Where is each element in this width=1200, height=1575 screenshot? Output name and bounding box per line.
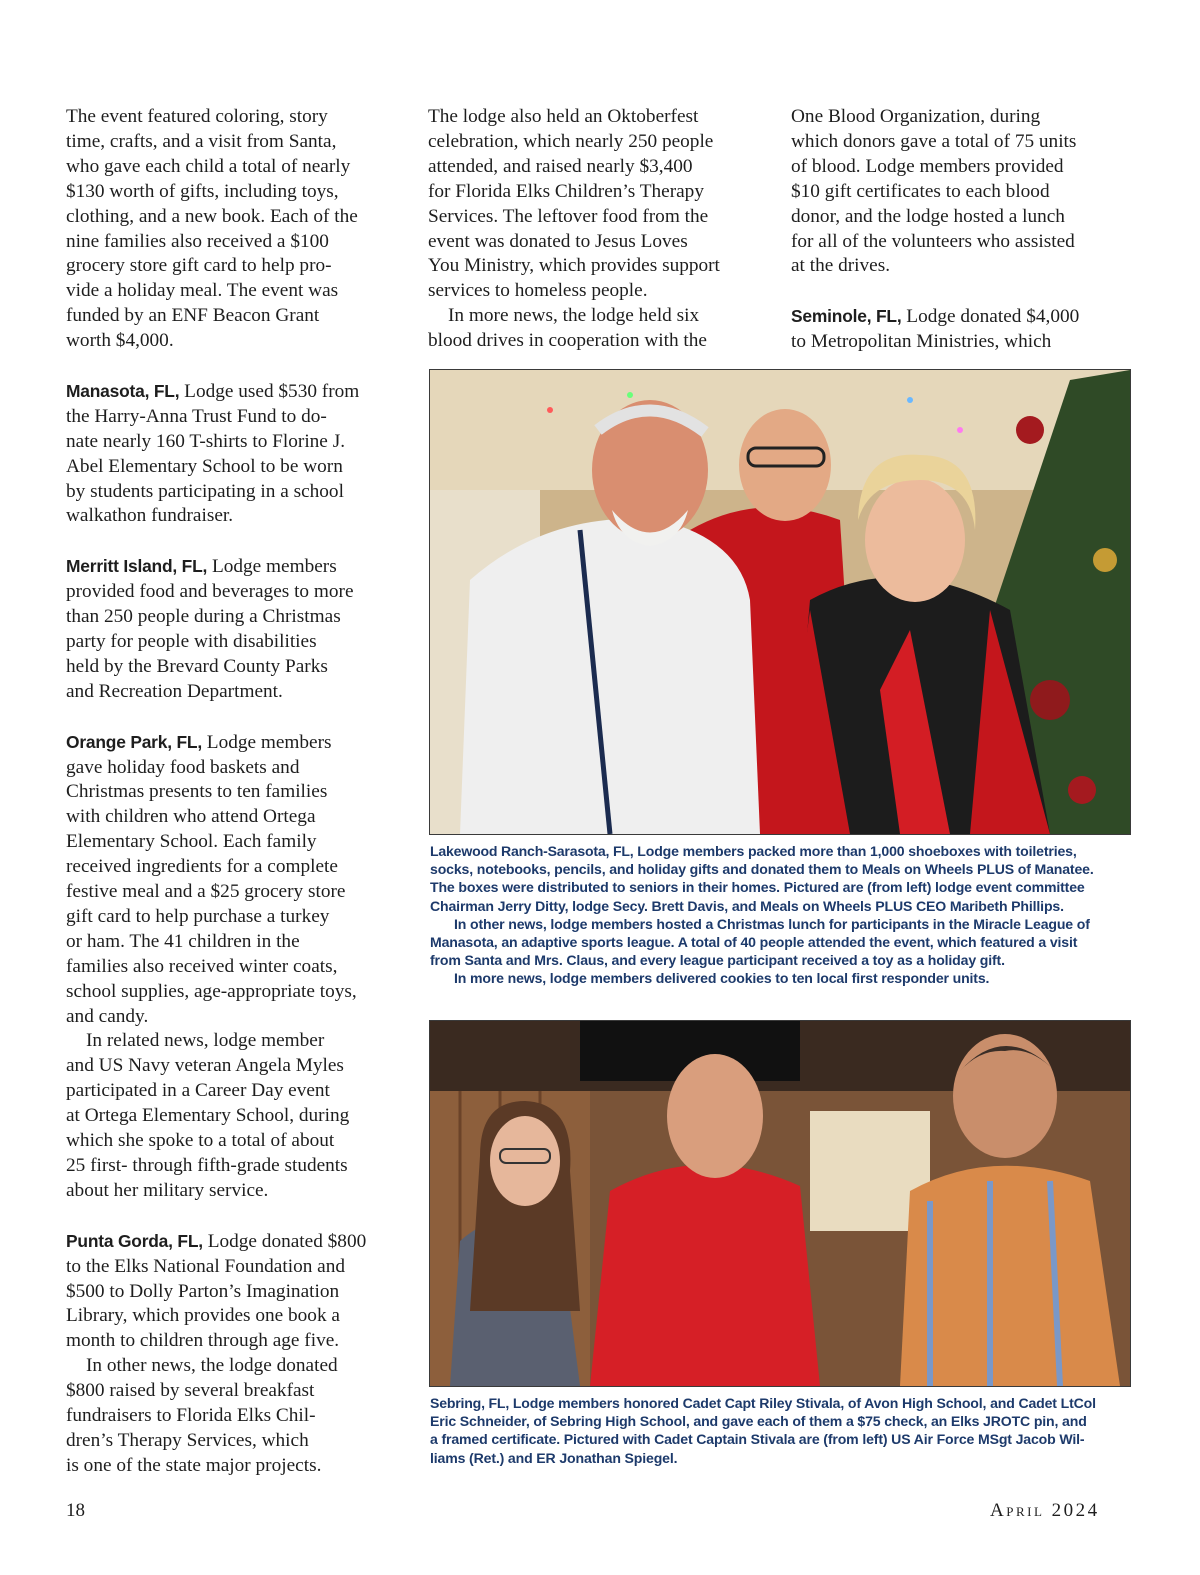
blood-drive-continued-paragraph: One Blood Organization, during which donors gave a total of 75 units of blood. Lodge members provided $10 gift certificates to each blood donor, and the lodge hosted a lunch for all of the volunteers who assisted at the drives. [791,106,1077,277]
issue-date: April 2024 [990,1500,1100,1521]
punta-gorda-paragraph: Punta Gorda, FL, Lodge donated $800 to the Elks National Foundation and $500 to Dolly Parton’s Imagination Library, which provides one book a month to children through age five. [66,1230,367,1352]
lodge-name: Orange Park, FL, [66,731,202,752]
caption-lodge-name: Sebring, FL, [430,1395,510,1411]
lodge-name: Punta Gorda, FL, [66,1230,203,1251]
photo-illustration [430,370,1130,834]
column-2 [428,105,773,354]
column-1 [66,105,411,1479]
manasota-paragraph: Manasota, FL, Lodge used $530 from the Harry-Anna Trust Fund to do- nate nearly 160 T-shirts to Florine J. Abel Elementary School to be worn by students participating in a school walkathon fundraiser. [66,380,360,527]
lodge-name: Merritt Island, FL, [66,556,208,577]
oktoberfest-paragraph: The lodge also held an Oktoberfest celebration, which nearly 250 people attended, and raised nearly $3,400 for Florida Elks Children’s Therapy Services. The leftover food from the event was donated to Jesus Loves You Ministry, which provides support services to homeless people. [428,106,720,302]
blood-drive-paragraph: In more news, the lodge held six blood drives in cooperation with the [428,305,707,352]
seminole-paragraph: Seminole, FL, Lodge donated $4,000 to Metropolitan Ministries, which [791,306,1080,353]
lodge-name: Seminole, FL, [791,306,902,327]
event-paragraph: The event featured coloring, story time, crafts, and a visit from Santa, who gave each child a total of nearly $130 worth of gifts, including toys, clothing, and a new book. Each of the nine families also received a $100 grocery store gift card to help pro- vide a holiday meal. The event was funded by an ENF Beacon Grant worth $4,000. [66,106,358,352]
merritt-island-paragraph: Merritt Island, FL, Lodge members provided food and beverages to more than 250 people during a Christmas party for people with disabilities held by the Brevard County Parks and Recreation Department. [66,556,354,702]
orange-park-related-paragraph: In related news, lodge member and US Navy veteran Angela Myles participated in a Career Day event at Ortega Elementary School, during which she spoke to a total of about 25 first- through fifth-grade students about her military service. [66,1030,350,1201]
page-number: 18 [66,1500,85,1521]
lakewood-ranch-photo [429,369,1131,835]
sebring-photo [429,1020,1131,1387]
sebring-caption: Sebring, FL, Lodge members honored Cadet Capt Riley Stivala, of Avon High School, and Cadet LtCol Eric Schneider, of Sebring High School, and gave each of them a $75 check, an Elks JROTC pin, and a framed certificate. Pictured with Cadet Captain Stivala are (from left) US Air Force MSgt Jacob Wil- liams (Ret.) and ER Jonathan Spiegel. [430,1395,1096,1466]
punta-gorda-other-paragraph: In other news, the lodge donated $800 raised by several breakfast fundraisers to Florida Elks Chil- dren’s Therapy Services, which is one of the state major projects. [66,1355,338,1476]
lodge-name: Manasota, FL, [66,380,180,401]
orange-park-paragraph: Orange Park, FL, Lodge members gave holiday food baskets and Christmas presents to ten families with children who attend Ortega Elementary School. Each family received ingredients for a complete festive meal and a $25 grocery store gift card to help purchase a turkey or ham. The 41 children in the families also received winter coats, school supplies, age-appropriate toys, and candy. [66,731,357,1027]
caption-lodge-name: Lakewood Ranch-Sarasota, FL, [430,843,634,859]
lakewood-ranch-caption: Lakewood Ranch-Sarasota, FL, Lodge members packed more than 1,000 shoeboxes with toiletries, socks, notebooks, pencils, and holiday gifts and donated them to Meals on Wheels PLUS of Manatee. The boxes were distributed to seniors in their homes. Pictured are (from left) lodge event committee Chairman Jerry Ditty, lodge Secy. Brett Davis, and Meals on Wheels PLUS CEO Maribeth Phillips. In other news, lodge members hosted a Christmas lunch for participants in the Miracle League of Manasota, an adaptive sports league. A total of 40 people attended the event, which featured a visit from Santa and Mrs. Claus, and every league participant received a toy as a holiday gift. In more news, lodge members delivered cookies to ten local first responder units. [430,843,1094,987]
photo-illustration [430,1021,1130,1386]
column-3 [791,105,1136,355]
